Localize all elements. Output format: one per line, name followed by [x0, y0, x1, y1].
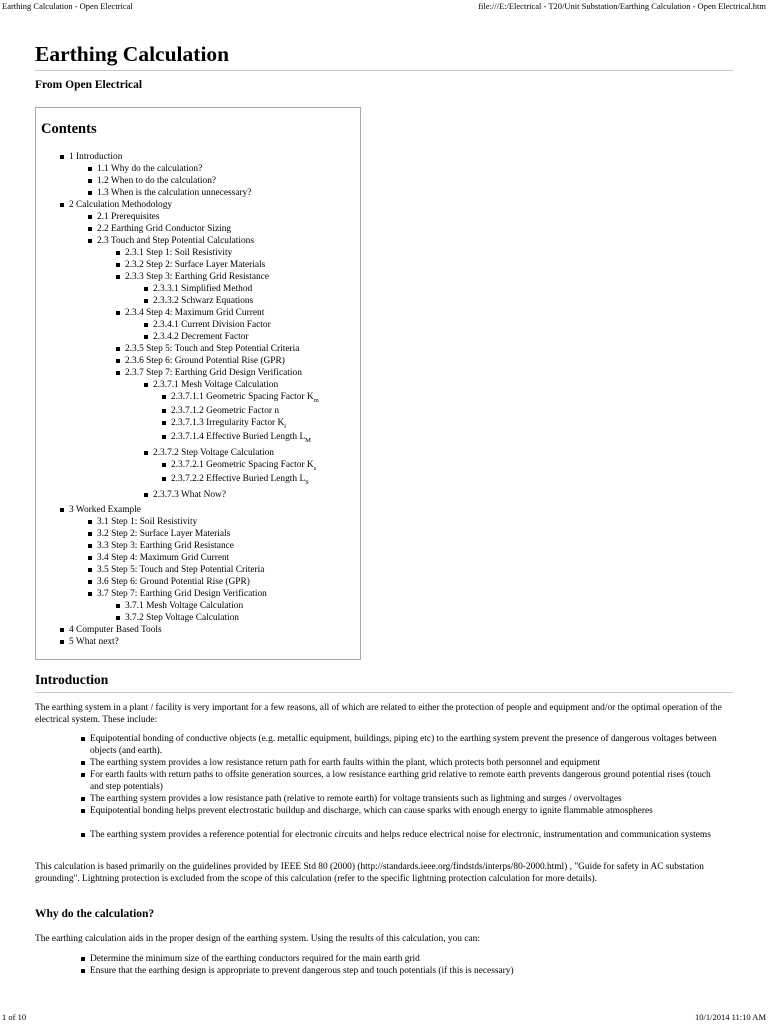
- toc-item[interactable]: [69, 636, 119, 648]
- toc-item-label: 2.3.7.2 Step Voltage Calculation: [153, 448, 274, 458]
- bullet-icon: [162, 421, 166, 425]
- toc-item-label: 2.3.7 Step 7: Earthing Grid Design Verification: [125, 368, 302, 378]
- toc-item-label: 2.3.7.2.1 Geometric Spacing Factor K: [171, 460, 314, 470]
- toc-item[interactable]: [97, 588, 267, 600]
- bullet-icon: [88, 532, 92, 536]
- toc-item-subscript: M: [305, 437, 311, 444]
- toc-item-label: 3.7.1 Mesh Voltage Calculation: [125, 601, 244, 611]
- bullet-icon: [88, 179, 92, 183]
- bullet-icon: [81, 833, 85, 837]
- bullet-icon: [162, 409, 166, 413]
- table-of-contents: [35, 107, 361, 660]
- bullet-icon: [60, 628, 64, 632]
- bullet-icon: [81, 737, 85, 741]
- toc-item[interactable]: [125, 343, 299, 355]
- bullet-icon: [144, 299, 148, 303]
- toc-item-label: 3.1 Step 1: Soil Resistivity: [97, 517, 198, 527]
- bullet-icon: [88, 167, 92, 171]
- bullet-icon: [116, 604, 120, 608]
- page-number: 1 of 10: [2, 1012, 27, 1022]
- bullet-icon: [144, 451, 148, 455]
- print-header-path: file:///E:/Electrical - T20/Unit Substation/Earthing Calculation - Open Electrical.htm: [478, 1, 766, 11]
- bullet-icon: [162, 435, 166, 439]
- list-item: For earth faults with return paths to offsite generation sources, a low resistance earthing grid relative to remote earth prevents dangerous ground potential rises (touch and step potentials): [90, 769, 720, 793]
- page-title: Earthing Calculation: [35, 42, 230, 66]
- bullet-icon: [88, 227, 92, 231]
- toc-item-label: 2.3.7.1.3 Irregularity Factor K: [171, 418, 285, 428]
- why-paragraph: The earthing calculation aids in the proper design of the earthing system. Using the results of this calculation, you can:: [35, 934, 480, 944]
- toc-item[interactable]: [69, 624, 162, 636]
- toc-item-subscript: i: [284, 423, 287, 430]
- toc-item[interactable]: [153, 379, 278, 391]
- toc-item-label: 2.3.7.2.2 Effective Buried Length L: [171, 474, 306, 484]
- page-subtitle: From Open Electrical: [35, 79, 143, 91]
- toc-item-label: 2.3.7.1 Mesh Voltage Calculation: [153, 380, 279, 390]
- toc-item-label: 2.3 Touch and Step Potential Calculations: [97, 236, 254, 246]
- toc-item-label: 3 Worked Example: [69, 505, 141, 515]
- bullet-icon: [88, 191, 92, 195]
- bullet-icon: [60, 508, 64, 512]
- toc-title: Contents: [41, 121, 97, 137]
- toc-item[interactable]: [125, 271, 269, 283]
- why-heading: Why do the calculation?: [35, 908, 155, 920]
- bullet-icon: [116, 275, 120, 279]
- toc-item[interactable]: [153, 331, 249, 343]
- toc-item-label: 5 What next?: [69, 637, 119, 647]
- bullet-icon: [162, 463, 166, 467]
- list-item: Determine the minimum size of the earthing conductors required for the main earth grid: [90, 953, 720, 965]
- list-item: Equipotential bonding of conductive objects (e.g. metallic equipment, buildings, piping etc) to the earthing system prevent the presence of dangerous voltages between objects (and earth).: [90, 733, 720, 757]
- toc-item[interactable]: [69, 504, 141, 516]
- toc-item[interactable]: [97, 211, 160, 223]
- bullet-icon: [81, 809, 85, 813]
- toc-item[interactable]: [97, 223, 231, 235]
- print-footer: [0, 1010, 768, 1024]
- bullet-icon: [88, 544, 92, 548]
- bullet-icon: [88, 580, 92, 584]
- bullet-icon: [88, 592, 92, 596]
- toc-item-label: 1.3 When is the calculation unnecessary?: [97, 188, 252, 198]
- toc-item[interactable]: [69, 151, 122, 163]
- bullet-icon: [88, 215, 92, 219]
- bullet-icon: [81, 761, 85, 765]
- list-item: Ensure that the earthing design is appropriate to prevent dangerous step and touch potentials (if this is necessary): [90, 965, 720, 977]
- ieee-reference-paragraph: This calculation is based primarily on the guidelines provided by IEEE Std 80 (2000) (http://standards.ieee.org/findstds/interps/80-2000.html) , "Guide for safety in AC substation grounding". Lightning protection is excluded from the scope of this calculation (refer to the specific lightning protection calculation for more details).: [35, 862, 704, 884]
- toc-item-label: 3.2 Step 2: Surface Layer Materials: [97, 529, 231, 539]
- toc-item-label: 2.3.4.1 Current Division Factor: [153, 320, 271, 330]
- bullet-icon: [144, 493, 148, 497]
- list-item: The earthing system provides a low resistance path (relative to remote earth) for voltage transients such as lightning and surges / overvoltages: [90, 793, 720, 805]
- introduction-divider: [35, 692, 733, 693]
- toc-item[interactable]: [125, 612, 239, 624]
- toc-item-label: 1.1 Why do the calculation?: [97, 164, 203, 174]
- toc-item-label: 2.3.7.1.1 Geometric Spacing Factor K: [171, 392, 314, 402]
- toc-item[interactable]: [97, 540, 234, 552]
- list-item: The earthing system provides a reference potential for electronic circuits and helps reduce electrical noise for electronic, instrumentation and communication systems: [90, 829, 720, 841]
- toc-item[interactable]: [97, 163, 202, 175]
- toc-item[interactable]: [125, 247, 232, 259]
- bullet-icon: [81, 957, 85, 961]
- toc-item-label: 3.3 Step 3: Earthing Grid Resistance: [97, 541, 234, 551]
- list-item: The earthing system provides a low resistance return path for earth faults within the plant, which protects both personnel and equipment: [90, 757, 720, 769]
- bullet-icon: [162, 395, 166, 399]
- bullet-icon: [144, 335, 148, 339]
- bullet-icon: [116, 347, 120, 351]
- toc-item-label: 2.3.2 Step 2: Surface Layer Materials: [125, 260, 266, 270]
- toc-item[interactable]: [97, 235, 254, 247]
- toc-item[interactable]: [97, 564, 264, 576]
- bullet-icon: [116, 251, 120, 255]
- bullet-icon: [144, 383, 148, 387]
- toc-item[interactable]: [97, 516, 197, 528]
- toc-item-label: 3.7 Step 7: Earthing Grid Design Verification: [97, 589, 267, 599]
- toc-item-label: 2.3.5 Step 5: Touch and Step Potential Criteria: [125, 344, 300, 354]
- toc-item-label: 3.6 Step 6: Ground Potential Rise (GPR): [97, 577, 250, 587]
- toc-item-label: 2.3.7.1.2 Geometric Factor n: [171, 406, 280, 416]
- print-timestamp: 10/1/2014 11:10 AM: [695, 1012, 766, 1022]
- toc-item-label: 2.3.6 Step 6: Ground Potential Rise (GPR): [125, 356, 285, 366]
- toc-item[interactable]: [97, 175, 216, 187]
- toc-item-subscript: S: [305, 479, 309, 486]
- toc-item[interactable]: [125, 259, 265, 271]
- toc-item-label: 4 Computer Based Tools: [69, 625, 162, 635]
- toc-item[interactable]: [153, 447, 274, 459]
- toc-item-label: 2.2 Earthing Grid Conductor Sizing: [97, 224, 232, 234]
- toc-item[interactable]: [125, 600, 243, 612]
- bullet-icon: [60, 640, 64, 644]
- toc-item[interactable]: [97, 187, 251, 199]
- toc-item-label: 2.3.4 Step 4: Maximum Grid Current: [125, 308, 265, 318]
- introduction-paragraph: The earthing system in a plant / facility is very important for a few reasons, all of which are related to either the protection of people and equipment and/or the optimal operation of the electrical system. These include:: [35, 703, 722, 725]
- print-header: [0, 0, 768, 12]
- toc-item[interactable]: [171, 405, 279, 417]
- toc-item-label: 2.3.3.2 Schwarz Equations: [153, 296, 254, 306]
- toc-item-label: 1 Introduction: [69, 152, 123, 162]
- toc-item[interactable]: [153, 295, 253, 307]
- toc-item-label: 3.5 Step 5: Touch and Step Potential Criteria: [97, 565, 265, 575]
- print-header-title: Earthing Calculation - Open Electrical: [2, 1, 133, 11]
- toc-item-label: 3.7.2 Step Voltage Calculation: [125, 613, 239, 623]
- toc-item[interactable]: [69, 199, 172, 211]
- toc-item[interactable]: [97, 552, 229, 564]
- toc-item-label: 3.4 Step 4: Maximum Grid Current: [97, 553, 230, 563]
- toc-item[interactable]: [97, 528, 230, 540]
- toc-item[interactable]: [125, 307, 264, 319]
- toc-item-label: 2.3.7.1.4 Effective Buried Length L: [171, 432, 306, 442]
- bullet-icon: [60, 203, 64, 207]
- toc-item-label: 1.2 When to do the calculation?: [97, 176, 217, 186]
- toc-item-subscript: m: [313, 397, 319, 404]
- bullet-icon: [88, 568, 92, 572]
- bullet-icon: [116, 371, 120, 375]
- bullet-icon: [116, 263, 120, 267]
- bullet-icon: [81, 797, 85, 801]
- bullet-icon: [144, 323, 148, 327]
- toc-item[interactable]: [153, 319, 271, 331]
- toc-item[interactable]: [171, 473, 309, 489]
- toc-item[interactable]: [153, 283, 252, 295]
- bullet-icon: [88, 556, 92, 560]
- bullet-icon: [60, 155, 64, 159]
- list-item: Equipotential bonding helps prevent electrostatic buildup and discharge, which can cause sparks with enough energy to ignite flammable atmospheres: [90, 805, 720, 817]
- toc-item-label: 2 Calculation Methodology: [69, 200, 173, 210]
- toc-item-label: 2.3.4.2 Decrement Factor: [153, 332, 249, 342]
- toc-item[interactable]: [97, 576, 250, 588]
- toc-item[interactable]: [125, 355, 285, 367]
- bullet-icon: [88, 239, 92, 243]
- bullet-icon: [116, 311, 120, 315]
- bullet-icon: [144, 287, 148, 291]
- title-divider: [35, 70, 733, 71]
- toc-item-label: 2.3.1 Step 1: Soil Resistivity: [125, 248, 233, 258]
- toc-item[interactable]: [153, 489, 226, 501]
- bullet-icon: [162, 477, 166, 481]
- toc-item[interactable]: [171, 431, 311, 447]
- toc-item-label: 2.3.7.3 What Now?: [153, 490, 226, 500]
- introduction-heading: Introduction: [35, 672, 109, 687]
- toc-item-label: 2.3.3 Step 3: Earthing Grid Resistance: [125, 272, 269, 282]
- toc-item-label: 2.3.3.1 Simplified Method: [153, 284, 253, 294]
- bullet-icon: [81, 969, 85, 973]
- toc-item-subscript: s: [313, 465, 317, 472]
- bullet-icon: [116, 359, 120, 363]
- toc-item-label: 2.1 Prerequisites: [97, 212, 160, 222]
- bullet-icon: [81, 773, 85, 777]
- bullet-icon: [88, 520, 92, 524]
- toc-item[interactable]: [125, 367, 302, 379]
- bullet-icon: [116, 616, 120, 620]
